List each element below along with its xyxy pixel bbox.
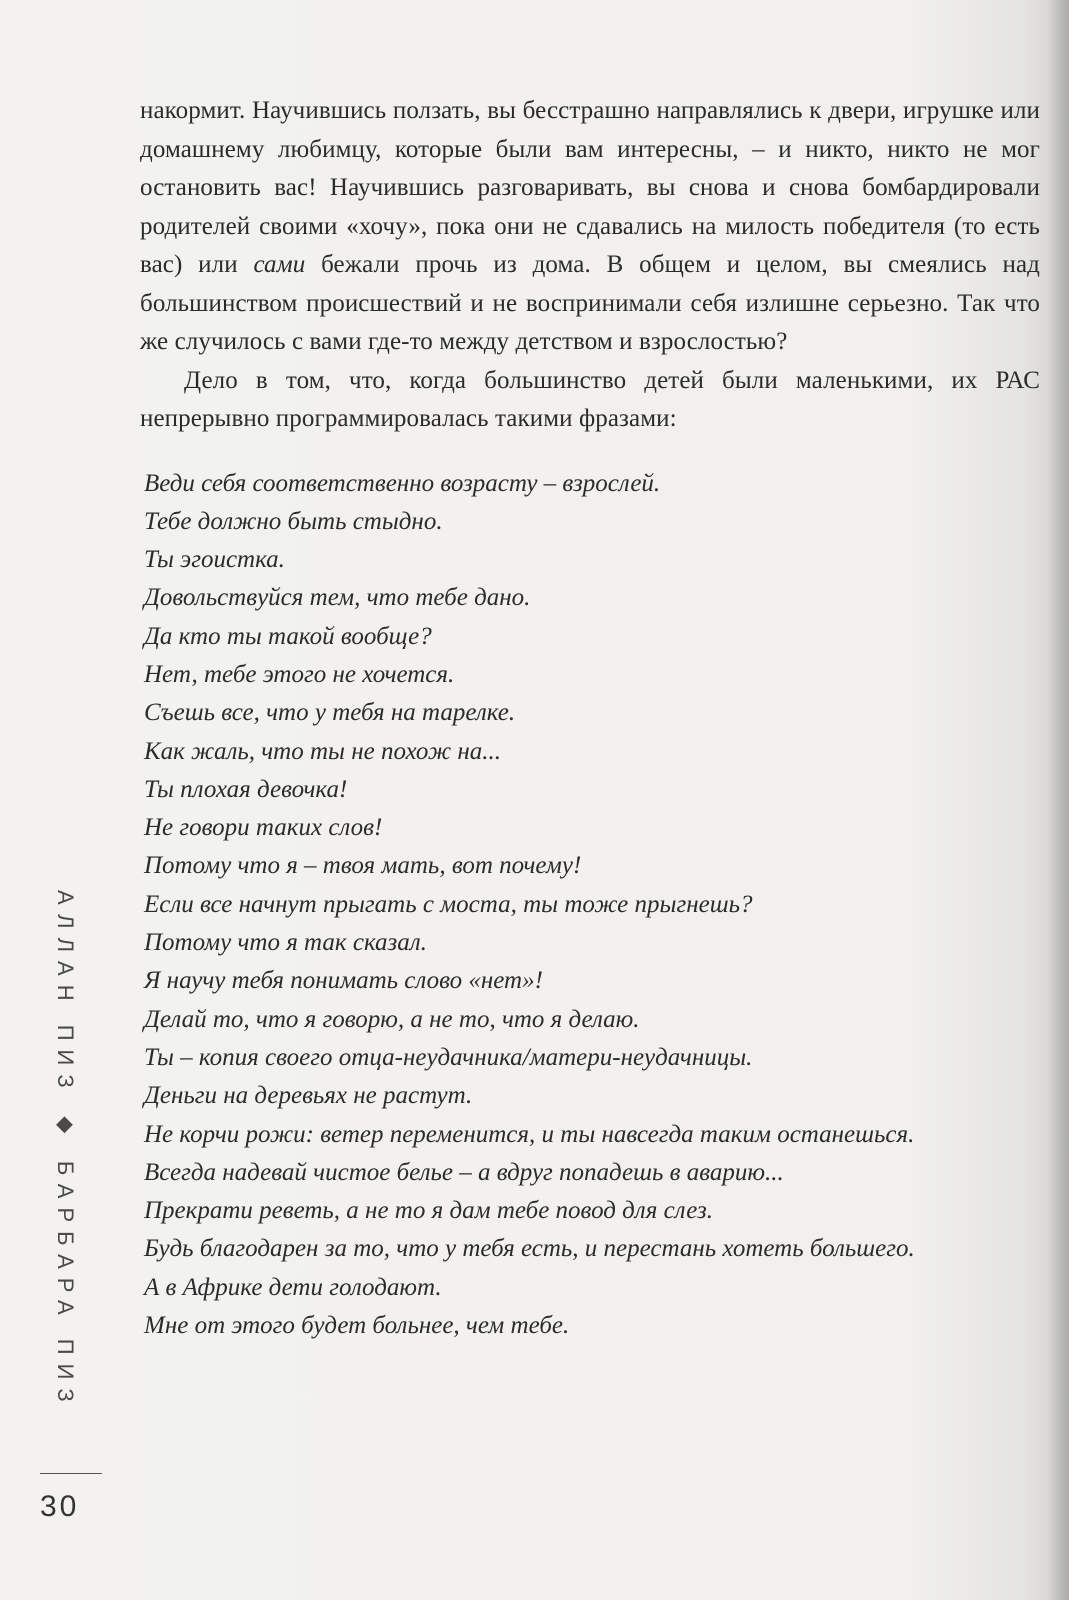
- phrase-item: Ты – копия своего отца-неудачника/матери-неудачницы.: [144, 1043, 753, 1071]
- phrase-item: Как жаль, что ты не похож на...: [144, 737, 501, 765]
- running-head-authors: АЛЛАН ПИЗ ◆ БАРБАРА ПИЗ: [53, 890, 78, 1411]
- phrase-item: Деньги на деревьях не растут.: [144, 1082, 473, 1110]
- phrase-item: Будь благодарен за то, что у тебя есть, и перестань хотеть большего.: [144, 1235, 915, 1263]
- phrase-item: Не корчи рожи: ветер переменится, и ты навсегда таким останешься.: [144, 1120, 915, 1148]
- phrase-item: Да кто ты такой вообще?: [144, 622, 432, 650]
- phrase-list: [140, 465, 1040, 1346]
- phrase-item: Я научу тебя понимать слово «нет»!: [144, 967, 543, 995]
- paragraph-2: Дело в том, что, когда большинство детей были маленькими, их РАС непрерывно программировалась такими фразами:: [140, 366, 1040, 432]
- paragraph-1-emphasis: сами: [253, 251, 306, 278]
- phrase-item: Если все начнут прыгать с моста, ты тоже прыгнешь?: [144, 890, 753, 918]
- phrase-item: Довольствуйся тем, что тебе дано.: [144, 584, 531, 612]
- phrase-item: Веди себя соответственно возрасту – взрослей.: [144, 469, 661, 497]
- phrase-item: Делай то, что я говорю, а не то, что я делаю.: [144, 1005, 640, 1033]
- paragraph-1-text-b: бежали прочь из дома. В общем и целом, вы смеялись над большинством происшествий и не воспринимали себя излишне серьезно. Так что же случилось с вами где-то между детством и взрослостью?: [140, 251, 1040, 355]
- phrase-item: А в Африке дети голодают.: [144, 1273, 442, 1301]
- page-number: 30: [40, 1490, 80, 1523]
- phrase-item: Съешь все, что у тебя на тарелке.: [144, 699, 516, 727]
- phrase-item: Нет, тебе этого не хочется.: [144, 660, 455, 688]
- phrase-item: Потому что я так сказал.: [144, 929, 427, 957]
- phrase-item: Потому что я – твоя мать, вот почему!: [144, 852, 582, 880]
- page-gutter-shadow: [1047, 0, 1069, 1600]
- paragraph-1: [140, 92, 1040, 362]
- main-text: [140, 92, 1040, 1345]
- phrase-item: Ты плохая девочка!: [144, 775, 348, 803]
- phrase-item: Прекрати реветь, а не то я дам тебе повод для слез.: [144, 1197, 713, 1225]
- phrase-item: Тебе должно быть стыдно.: [144, 507, 443, 535]
- phrase-item: Ты эгоистка.: [144, 546, 285, 574]
- phrase-item: Всегда надевай чистое белье – а вдруг попадешь в аварию...: [144, 1158, 784, 1186]
- phrase-item: Мне от этого будет больнее, чем тебе.: [144, 1312, 570, 1340]
- paragraph-1-text-a: накормит. Научившись ползать, вы бесстрашно направлялись к двери, игрушке или домашнему любимцу, которые были вам интересны, – и никто, никто не мог остановить вас! Научившись разговаривать, вы снова и снова бомбардировали родителей своими «хочу», пока они не сдавались на милость победителя (то есть вас) или: [140, 97, 1040, 278]
- footer-rule: [40, 1473, 102, 1474]
- phrase-item: Не говори таких слов!: [144, 814, 383, 842]
